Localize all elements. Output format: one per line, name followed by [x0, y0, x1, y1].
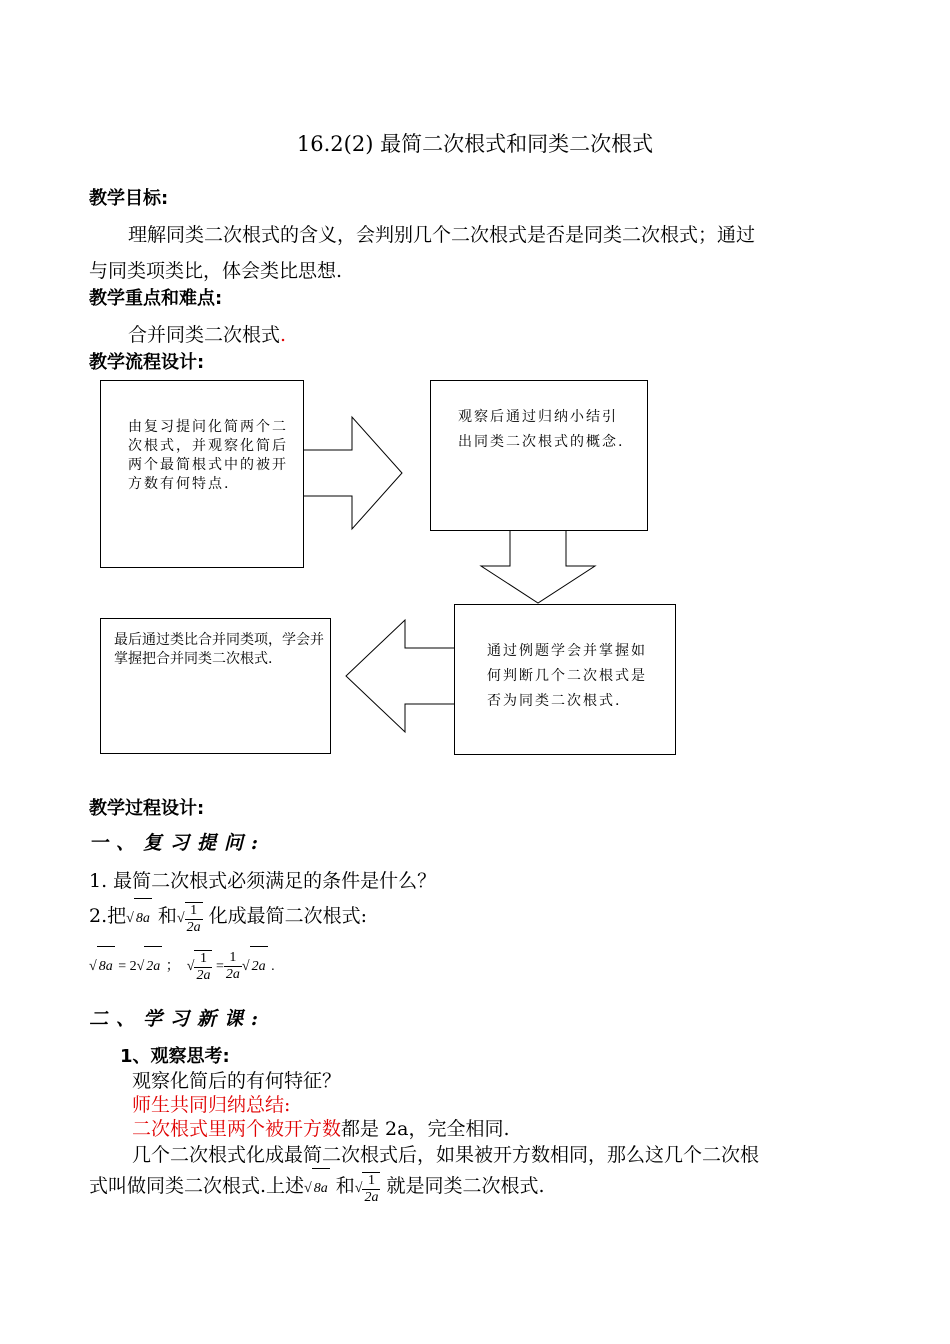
page-title: 16.2(2) 最简二次根式和同类二次根式 — [296, 132, 654, 156]
objectives-line2: 与同类项类比，体会类比思想. — [89, 260, 343, 282]
flow-heading: 教学流程设计: — [89, 352, 205, 373]
flow-arrow-right — [302, 417, 402, 529]
definition-line1: 几个二次根式化成最简二次根式后，如果被开方数相同，那么这几个二次根 — [132, 1144, 760, 1166]
question-2: 2.把√ 8a 和√ $\frac{1}{2a}$ 化成最简二次根式: — [89, 896, 367, 939]
flow-box-2 — [430, 380, 648, 531]
process-heading: 教学过程设计: — [89, 798, 205, 819]
flow-box-1 — [100, 380, 304, 568]
summary-text: 二次根式里两个被开方数都是 2a，完全相同. — [132, 1118, 510, 1140]
observe-question: 观察化简后的有何特征？ — [132, 1070, 342, 1092]
flow-box-4 — [100, 618, 331, 754]
flow-box-4-text: 最后通过类比合并同类项，学会并掌握把合并同类二次根式. — [114, 632, 324, 667]
objectives-line1: 理解同类二次根式的含义，会判别几个二次根式是否是同类二次根式；通过 — [128, 224, 756, 246]
section-1-heading: 一、复习提问: — [89, 832, 267, 854]
subsection-1-heading: 1、观察思考: — [120, 1046, 230, 1067]
section-2-heading: 二、学习新课: — [89, 1008, 267, 1030]
frac-1-over-2a: $\frac{1}{2a}$ — [186, 902, 201, 935]
question-1: 1. 最简二次根式必须满足的条件是什么？ — [89, 870, 437, 892]
flow-box-3 — [454, 604, 676, 755]
sqrt-8a: 8a — [134, 898, 152, 939]
objectives-heading: 教学目标: — [89, 188, 169, 209]
summary-label: 师生共同归纳总结: — [132, 1094, 291, 1116]
key-points-text: 合并同类二次根式. — [128, 324, 287, 346]
flow-box-1-text: 由复习提问化简两个二次根式，并观察化简后两个最简根式中的被开方数有何特点. — [128, 419, 288, 492]
flow-arrow-left — [346, 620, 455, 732]
simplification-line: √ 8a = 2√ 2a ； √ $\frac{1}{2a}$ = $\frac{1}{2a}$ √ 2a . — [89, 946, 275, 987]
key-points-heading: 教学重点和难点: — [89, 288, 223, 309]
flow-arrow-down — [481, 530, 595, 603]
definition-line2: 式叫做同类二次根式.上述√ 8a 和√ $\frac{1}{2a}$ 就是同类二次根式. — [89, 1166, 545, 1209]
flow-box-3-text: 通过例题学会并掌握如何判断几个二次根式是否为同类二次根式. — [487, 643, 647, 709]
flow-box-2-text: 观察后通过归纳小结引出同类二次根式的概念. — [458, 409, 625, 450]
